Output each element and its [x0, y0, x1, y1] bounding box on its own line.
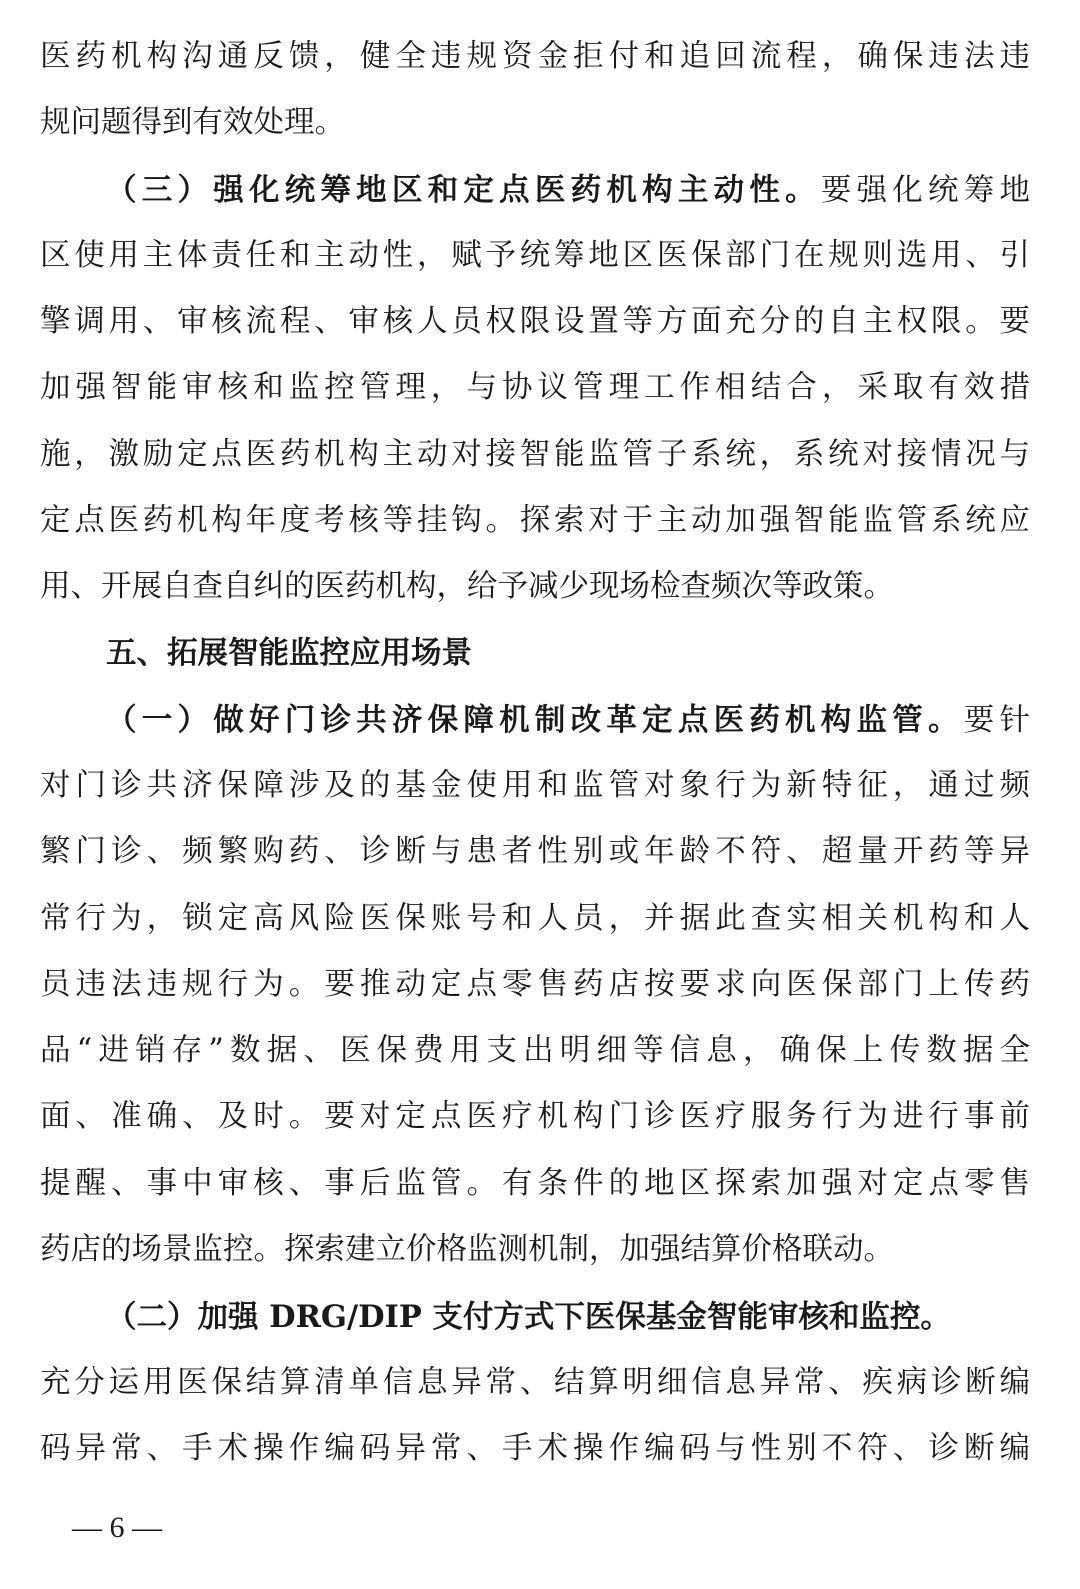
- paragraph-line: 常行为，锁定高风险医保账号和人员，并据此查实相关机构和人: [40, 901, 1030, 936]
- subsection-2-line: [106, 1297, 1030, 1337]
- paragraph-line: 加强智能审核和监控管理，与协议管理工作相结合，采取有效措: [40, 370, 1030, 405]
- subsection-1-line: （一）做好门诊共济保障机制改革定点医药机构监管。要针: [106, 702, 1031, 738]
- paragraph-line: 医药机构沟通反馈，健全违规资金拒付和追回流程，确保违法违: [40, 39, 1030, 74]
- paragraph-line: 用、开展自查自纠的医药机构，给予减少现场检查频次等政策。: [40, 569, 894, 604]
- paragraph-line: 施，激励定点医药机构主动对接智能监管子系统，系统对接情况与: [40, 437, 1030, 472]
- subsection-2-heading: （二）加强 DRG/DIP 支付方式下医保基金智能审核和监控。: [106, 1299, 951, 1335]
- paragraph-line: 擎调用、审核流程、审核人员权限设置等方面充分的自主权限。要: [40, 304, 1030, 339]
- paragraph-line: 充分运用医保结算清单信息异常、结算明细信息异常、疾病诊断编: [40, 1365, 1030, 1400]
- paragraph-line: 繁门诊、频繁购药、诊断与患者性别或年龄不符、超量开药等异: [40, 834, 1030, 869]
- paragraph-line: 规问题得到有效处理。: [40, 105, 345, 140]
- subsection-3-heading: （三）强化统筹地区和定点医药机构主动性。: [106, 172, 821, 208]
- paragraph-line: 面、准确、及时。要对定点医疗机构门诊医疗服务行为进行事前: [40, 1099, 1030, 1134]
- subsection-1-heading: （一）做好门诊共济保障机制改革定点医药机构监管。: [106, 702, 964, 738]
- paragraph-line: 对门诊共济保障涉及的基金使用和监管对象行为新特征，通过频: [40, 768, 1030, 803]
- section-5-heading: 五、拓展智能监控应用场景: [106, 636, 472, 671]
- paragraph-line: 员违法违规行为。要推动定点零售药店按要求向医保部门上传药: [40, 967, 1030, 1002]
- paragraph-line: 品“进销存”数据、医保费用支出明细等信息，确保上传数据全: [40, 1033, 1030, 1068]
- subsection-3-line: （三）强化统筹地区和定点医药机构主动性。要强化统筹地: [106, 172, 1031, 208]
- paragraph-line: 定点医药机构年度考核等挂钩。探索对于主动加强智能监管系统应: [40, 503, 1030, 538]
- paragraph-line: 码异常、手术操作编码异常、手术操作编码与性别不符、诊断编: [40, 1431, 1030, 1466]
- paragraph-line: 药店的场景监控。探索建立价格监测机制，加强结算价格联动。: [40, 1232, 894, 1267]
- paragraph-line: 提醒、事中审核、事后监管。有条件的地区探索加强对定点零售: [40, 1166, 1030, 1201]
- paragraph-line: 区使用主体责任和主动性，赋予统筹地区医保部门在规则选用、引: [40, 238, 1030, 273]
- page-number: — 6 —: [72, 1511, 162, 1544]
